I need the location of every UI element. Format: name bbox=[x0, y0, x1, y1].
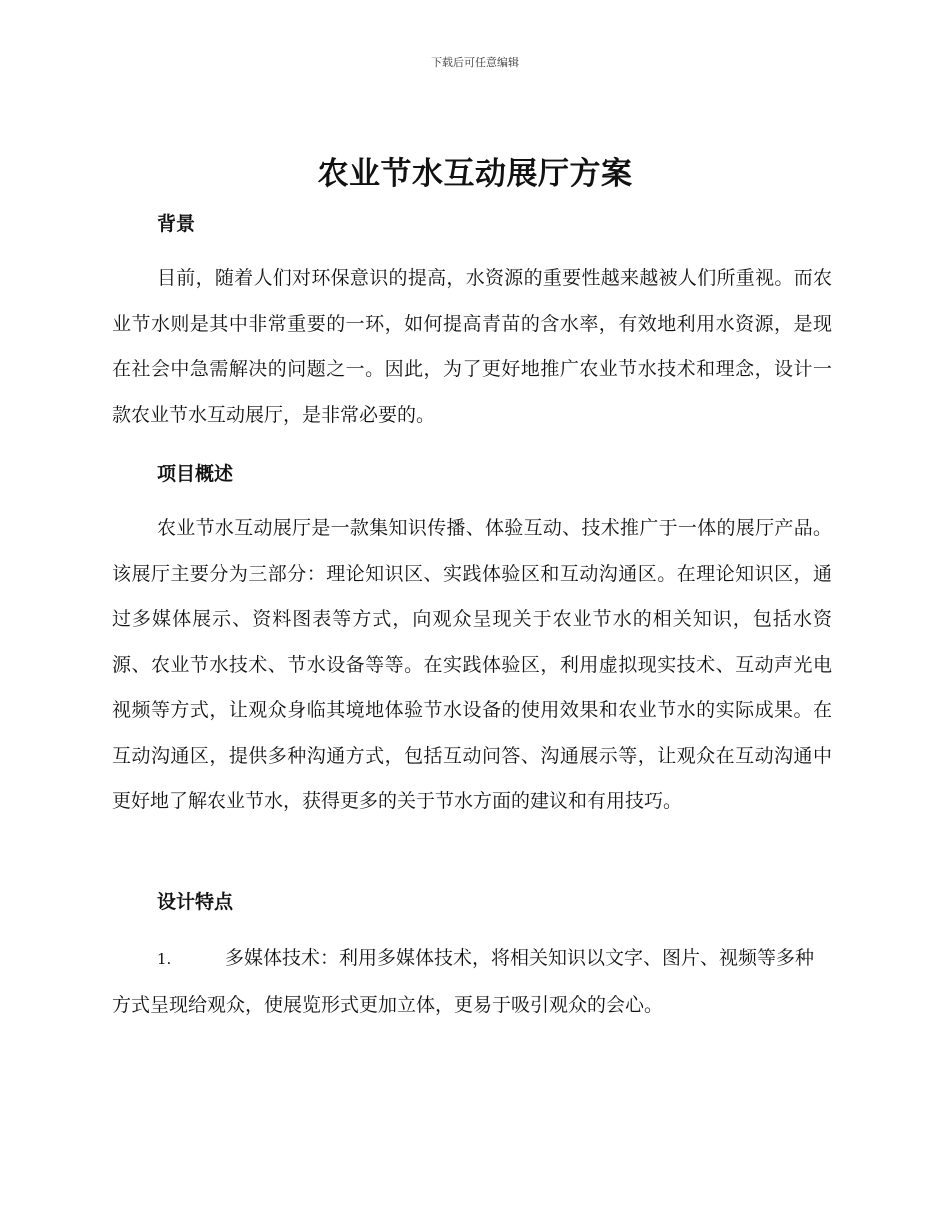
paragraph-overview: 农业节水互动展厅是一款集知识传播、体验互动、技术推广于一体的展厅产品。该展厅主要分为三部分：理论知识区、实践体验区和互动沟通区。在理论知识区，通过多媒体展示、资料图表等方式，向观众呈现关于农业节水的相关知识，包括水资源、农业节水技术、节水设备等等。在实践体验区，利用虚拟现实技术、互动声光电视频等方式，让观众身临其境地体验节水设备的使用效果和农业节水的实际成果。在互动沟通区，提供多种沟通方式，包括互动问答、沟通展示等，让观众在互动沟通中更好地了解农业节水，获得更多的关于节水方面的建议和有用技巧。 bbox=[112, 517, 832, 812]
list-item-number: 1. bbox=[157, 950, 172, 968]
document-title: 农业节水互动展厅方案 bbox=[317, 156, 633, 192]
list-item bbox=[112, 936, 832, 1028]
list-item-text: 多媒体技术：利用多媒体技术，将相关知识以文字、图片、视频等多种方式呈现给观众，使展览形式更加立体，更易于吸引观众的会心。 bbox=[112, 947, 815, 1016]
section-heading-features: 设计特点 bbox=[157, 891, 234, 913]
section-heading-background: 背景 bbox=[157, 213, 196, 235]
page-header: 下载后可任意编辑 bbox=[431, 56, 519, 69]
paragraph-background: 目前，随着人们对环保意识的提高，水资源的重要性越来越被人们所重视。而农业节水则是其中非常重要的一环，如何提高青苗的含水率，有效地利用水资源，是现在社会中急需解决的问题之一。因此，为了更好地推广农业节水技术和理念，设计一款农业节水互动展厅，是非常必要的。 bbox=[112, 267, 832, 426]
section-heading-overview: 项目概述 bbox=[157, 463, 234, 485]
